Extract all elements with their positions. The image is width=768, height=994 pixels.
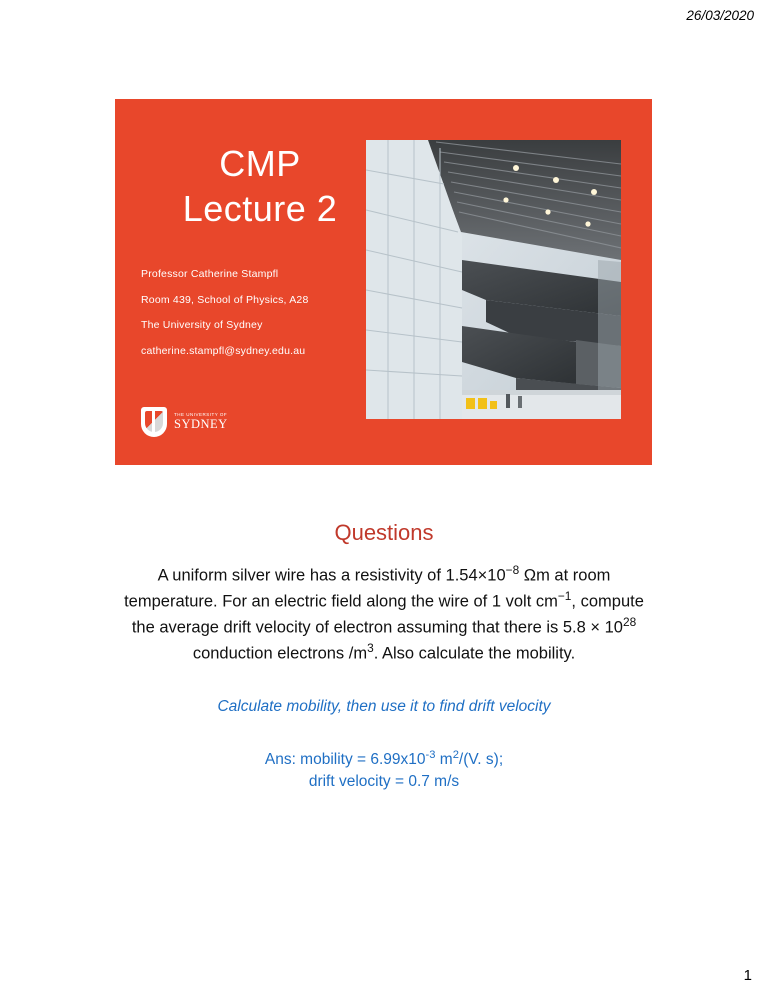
presenter-email: catherine.stampfl@sydney.edu.au: [141, 344, 306, 357]
answer-suffix: /(V. s);: [458, 750, 504, 768]
question-exp-2: −1: [557, 588, 572, 603]
slide-title: [135, 141, 385, 231]
question-body: [124, 562, 644, 666]
questions-section: [0, 520, 768, 792]
question-hint: Calculate mobility, then use it to find drift velocity: [217, 697, 551, 715]
page-number: 1: [743, 967, 752, 984]
crest-icon: [141, 407, 167, 437]
question-exp-1: −8: [505, 563, 520, 577]
answer-mid: m: [435, 750, 453, 768]
presenter-room: Room 439, School of Physics, A28: [141, 293, 309, 306]
question-exp-4: 3: [367, 640, 374, 655]
answer-line-2: drift velocity = 0.7 m/s: [308, 772, 460, 790]
logo-large-text: SYDNEY: [174, 416, 228, 431]
question-text-suffix: . Also calculate the mobility.: [373, 644, 576, 663]
question-exp-3: 28: [622, 614, 637, 629]
atrium-interior-photo: [366, 140, 621, 419]
answer-line-1: [0, 748, 768, 771]
logo-text: [174, 413, 228, 431]
questions-heading: Questions: [334, 520, 434, 545]
slide-title-line2: Lecture 2: [182, 188, 338, 229]
answer-exp-1: -3: [425, 748, 436, 761]
question-answer: [0, 748, 768, 793]
question-text-mid-1: Ωm at room temperature. For an electric field along the wire of 1 volt cm: [124, 566, 611, 611]
university-logo: [141, 407, 228, 437]
presenter-name: Professor Catherine Stampfl: [141, 268, 279, 280]
answer-exp-2: 2: [452, 748, 459, 761]
title-slide: [115, 99, 652, 465]
photo-illustration: [366, 140, 621, 419]
answer-prefix: Ans: mobility = 6.99x10: [264, 750, 426, 768]
question-text-mid-3: conduction electrons /m: [192, 644, 368, 663]
question-text-mid-2: , compute the average drift velocity of electron assuming that there is 5.8 × 10: [131, 592, 644, 637]
presenter-university: The University of Sydney: [141, 319, 263, 331]
question-text-prefix: A uniform silver wire has a resistivity of 1.54×10: [157, 566, 506, 585]
slide-title-line1: CMP: [219, 143, 301, 184]
logo-small-text: THE UNIVERSITY OF: [174, 412, 228, 418]
page-date: 26/03/2020: [686, 8, 754, 23]
